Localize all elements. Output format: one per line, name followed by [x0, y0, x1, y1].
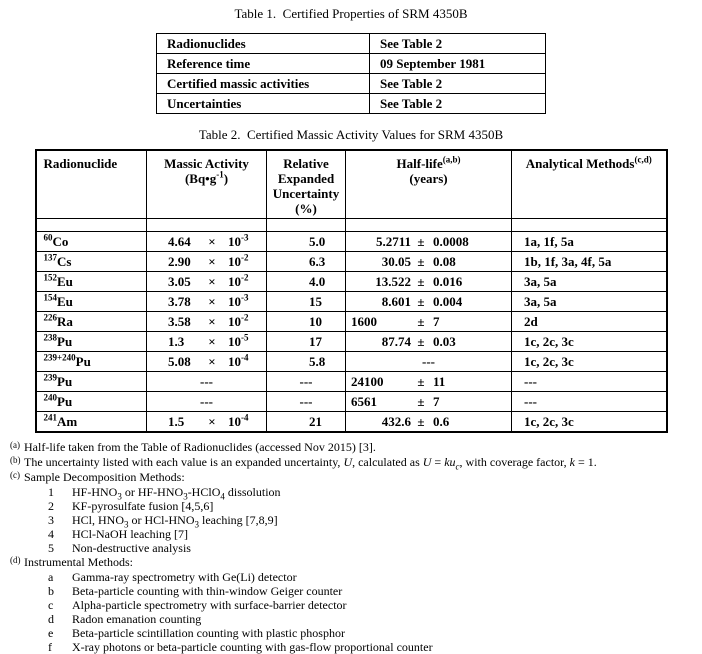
- text-segment: Alpha-particle spectrometry with surface-barrier detector: [72, 598, 347, 612]
- footnote-list-item: [48, 513, 702, 530]
- analytical-methods-cell: 3a, 5a: [512, 272, 667, 292]
- massic-activity-cell: [147, 412, 267, 433]
- item-label: e: [48, 626, 54, 640]
- element-symbol: Ra: [57, 313, 73, 329]
- item-text: [72, 612, 201, 626]
- half-life-value: 432.6: [381, 413, 411, 429]
- spacer-cell: [267, 219, 346, 232]
- footnotes-section: [0, 440, 702, 654]
- mass-number: 226: [43, 312, 57, 323]
- activity-exponent: $10^{-2}$: [228, 252, 249, 269]
- activity-value-group: [147, 314, 266, 330]
- item-label: d: [48, 612, 54, 626]
- text-segment: Beta-particle scintillation counting with plastic phosphor: [72, 626, 345, 640]
- text-segment: c: [455, 461, 460, 472]
- times-sign: ×: [208, 273, 216, 289]
- activity-value: 5.08: [168, 353, 191, 369]
- massic-activity-cell: [147, 252, 267, 272]
- item-text: [72, 598, 347, 612]
- half-life-cell: [346, 412, 512, 433]
- table1-row: [157, 54, 546, 74]
- radionuclide-cell: [36, 232, 147, 252]
- element-symbol: Eu: [57, 273, 73, 289]
- activity-value: 3.78: [168, 293, 191, 309]
- text-segment: dissolution: [224, 485, 281, 499]
- text-segment: Half-life: [396, 156, 443, 171]
- text-segment: HF-HNO: [72, 485, 118, 499]
- analytical-methods-cell: 2d: [512, 312, 667, 332]
- text-segment: Instrumental Methods:: [24, 555, 133, 569]
- radionuclide-cell: [36, 272, 147, 292]
- table2-title: Table 2. Certified Massic Activity Values for SRM 4350B: [198, 127, 504, 142]
- text-segment: Gamma-ray spectrometry with Ge(Li) detector: [72, 570, 297, 584]
- text-segment: = 1.: [575, 455, 597, 469]
- element-symbol: Co: [52, 233, 69, 249]
- activity-exponent: $10^{-5}$: [228, 332, 249, 349]
- activity-value-group: [147, 274, 266, 290]
- text-segment: U: [343, 455, 353, 469]
- half-life-value: 5.2711: [375, 233, 411, 249]
- exponent: -4: [241, 412, 249, 423]
- footnote-list-item: [48, 485, 702, 502]
- footnote-marker: (a): [10, 440, 20, 450]
- text-segment: Uncertainty: [272, 186, 340, 201]
- column-header: [36, 150, 147, 219]
- text-segment: 4: [220, 491, 225, 502]
- item-text: [72, 541, 191, 555]
- text-segment: ku: [444, 455, 456, 469]
- times-sign: ×: [208, 353, 216, 369]
- half-life-group: [346, 334, 511, 350]
- plus-minus-sign: ±: [417, 333, 425, 349]
- text-segment: or HCl-HNO: [128, 513, 195, 527]
- footnote-marker: (d): [10, 555, 21, 565]
- plus-minus-sign: ±: [417, 273, 425, 289]
- half-life-group: [346, 374, 511, 390]
- mass-number: 240: [43, 392, 57, 403]
- item-label: 1: [48, 485, 54, 499]
- table1-row: [157, 34, 546, 54]
- text-segment: KF-pyrosulfate fusion [4,5,6]: [72, 499, 214, 513]
- text-segment: -HClO: [187, 485, 221, 499]
- element-symbol: Pu: [57, 333, 73, 349]
- analytical-methods-cell: ---: [512, 392, 667, 412]
- table2-header-row: [36, 150, 667, 219]
- half-life-group: [346, 414, 511, 430]
- massic-activity-cell: [147, 332, 267, 352]
- item-text: [72, 570, 297, 584]
- text-segment: Half-life taken from the Table of Radionuclides (accessed Nov 2015) [3].: [24, 440, 376, 454]
- mass-number: 241: [43, 412, 57, 423]
- plus-minus-sign: ±: [417, 293, 425, 309]
- radionuclide-cell: [36, 312, 147, 332]
- half-life-cell: [346, 312, 512, 332]
- activity-exponent: $10^{-4}$: [228, 412, 249, 429]
- radionuclide-cell: [36, 412, 147, 433]
- half-life-group: [346, 254, 511, 270]
- half-life-cell: [346, 252, 512, 272]
- massic-activity-cell: ---: [147, 392, 267, 412]
- footnote-list-item: [48, 541, 702, 555]
- half-life-cell: [346, 232, 512, 252]
- massic-activity-cell: [147, 312, 267, 332]
- table1-title: Table 1. Certified Properties of SRM 4350B: [234, 6, 468, 21]
- item-label: a: [48, 570, 54, 584]
- table1-row: [157, 74, 546, 94]
- footnote-line: [10, 455, 702, 470]
- footnote-list-item: [48, 570, 702, 584]
- relative-uncertainty-cell: 10: [267, 312, 346, 332]
- text-segment: 3: [124, 519, 129, 530]
- footnote-text: [24, 455, 597, 472]
- plus-minus-sign: ±: [417, 373, 425, 389]
- times-sign: ×: [208, 233, 216, 249]
- text-segment: , calculated as: [352, 455, 423, 469]
- relative-uncertainty-cell: 21: [267, 412, 346, 433]
- activity-exponent: $10^{-2}$: [228, 272, 249, 289]
- relative-uncertainty-cell: 17: [267, 332, 346, 352]
- plus-minus-sign: ±: [417, 233, 425, 249]
- activity-value-group: [147, 254, 266, 270]
- table2-activity-values: [35, 149, 668, 433]
- massic-activity-cell: ---: [147, 372, 267, 392]
- table-row: [36, 252, 667, 272]
- half-life-value: 87.74: [381, 333, 411, 349]
- text-segment: ): [223, 171, 229, 186]
- activity-value-group: [147, 294, 266, 310]
- exponent: -5: [241, 332, 249, 343]
- text-segment: X-ray photons or beta-particle counting with gas-flow proportional counter: [72, 640, 433, 654]
- mass-number: 238: [43, 332, 57, 343]
- footnote-list-item: [48, 640, 702, 654]
- analytical-methods-cell: ---: [512, 372, 667, 392]
- activity-value-group: [147, 334, 266, 350]
- text-segment: (%): [295, 201, 317, 216]
- half-life-cell: [346, 392, 512, 412]
- column-header: [512, 150, 667, 219]
- massic-activity-cell: [147, 292, 267, 312]
- relative-uncertainty-cell: ---: [267, 392, 346, 412]
- footnote-list-item: [48, 584, 702, 598]
- radionuclide-cell: [36, 292, 147, 312]
- plus-minus-sign: ±: [417, 313, 425, 329]
- exponent: -2: [241, 312, 249, 323]
- text-segment: HCl, HNO: [72, 513, 125, 527]
- element-symbol: Pu: [75, 353, 91, 369]
- radionuclide-cell: [36, 372, 147, 392]
- element-symbol: Pu: [57, 373, 73, 389]
- item-text: [72, 513, 278, 530]
- exponent: -3: [241, 232, 249, 243]
- footnote-text: [24, 470, 185, 484]
- relative-uncertainty-cell: 6.3: [267, 252, 346, 272]
- half-life-uncertainty: 0.03: [433, 333, 456, 349]
- property-value: See Table 2: [370, 34, 546, 54]
- analytical-methods-cell: 3a, 5a: [512, 292, 667, 312]
- footnote-marker: (b): [10, 455, 21, 465]
- activity-value-group: [147, 414, 266, 430]
- table-row: [36, 292, 667, 312]
- plus-minus-sign: ±: [417, 413, 425, 429]
- analytical-methods-cell: 1a, 1f, 5a: [512, 232, 667, 252]
- radionuclide-cell: [36, 352, 147, 372]
- radionuclide-cell: [36, 252, 147, 272]
- radionuclide-cell: [36, 392, 147, 412]
- mass-number: 239: [43, 372, 57, 383]
- relative-uncertainty-cell: 5.8: [267, 352, 346, 372]
- analytical-methods-cell: 1c, 2c, 3c: [512, 352, 667, 372]
- half-life-uncertainty: 11: [433, 373, 446, 389]
- spacer-cell: [346, 219, 512, 232]
- text-segment: 3: [117, 491, 122, 502]
- text-segment: Massic Activity: [164, 156, 249, 171]
- property-label: Certified massic activities: [157, 74, 370, 94]
- mass-number: 154: [43, 292, 57, 303]
- text-segment: (a,b): [442, 154, 461, 165]
- half-life-group: [346, 274, 511, 290]
- activity-value-group: [147, 234, 266, 250]
- activity-value: 2.90: [168, 253, 191, 269]
- half-life-group: [346, 234, 511, 250]
- text-segment: (Bq•g: [184, 171, 217, 186]
- item-text: [72, 527, 188, 541]
- text-segment: U: [422, 455, 432, 469]
- spacer-row: [36, 219, 667, 232]
- text-segment: Relative: [283, 156, 329, 171]
- spacer-cell: [36, 219, 147, 232]
- times-sign: ×: [208, 333, 216, 349]
- analytical-methods-cell: 1c, 2c, 3c: [512, 332, 667, 352]
- item-label: b: [48, 584, 54, 598]
- text-segment: 3: [194, 519, 200, 530]
- activity-exponent: $10^{-2}$: [228, 312, 249, 329]
- massic-activity-cell: [147, 272, 267, 292]
- half-life-uncertainty: 7: [433, 313, 440, 329]
- text-segment: or HF-HNO: [121, 485, 184, 499]
- exponent: -4: [241, 352, 249, 363]
- activity-exponent: $10^{-3}$: [228, 292, 249, 309]
- table-row: [36, 412, 667, 433]
- text-segment: Analytical Methods: [525, 156, 635, 171]
- mass-number: 60: [43, 232, 53, 243]
- radionuclide-cell: [36, 332, 147, 352]
- exponent: -2: [241, 252, 249, 263]
- plus-minus-sign: ±: [417, 253, 425, 269]
- item-text: [72, 626, 345, 640]
- text-segment: leaching [7,8,9]: [199, 513, 278, 527]
- table-row: [36, 272, 667, 292]
- activity-exponent: $10^{-3}$: [228, 232, 249, 249]
- text-segment: k: [569, 455, 575, 469]
- item-label: 2: [48, 499, 54, 513]
- half-life-cell: [346, 272, 512, 292]
- half-life-cell: ---: [346, 352, 512, 372]
- times-sign: ×: [208, 413, 216, 429]
- column-header: [147, 150, 267, 219]
- table-row: [36, 332, 667, 352]
- activity-value: 3.05: [168, 273, 191, 289]
- footnote-list-item: [48, 612, 702, 626]
- half-life-value: 8.601: [381, 293, 411, 309]
- relative-uncertainty-cell: ---: [267, 372, 346, 392]
- table-row: [36, 372, 667, 392]
- text-segment: (c,d): [634, 154, 652, 165]
- half-life-uncertainty: 0.016: [433, 273, 463, 289]
- mass-number: 239+240: [43, 352, 76, 363]
- item-label: 3: [48, 513, 54, 527]
- text-segment: -1: [216, 169, 224, 180]
- text-segment: Expanded: [277, 171, 335, 186]
- element-symbol: Eu: [57, 293, 73, 309]
- activity-exponent: $10^{-4}$: [228, 352, 249, 369]
- relative-uncertainty-cell: 15: [267, 292, 346, 312]
- table-row: [36, 232, 667, 252]
- item-text: [72, 640, 433, 654]
- activity-value: 1.5: [168, 413, 185, 429]
- footnote-list-item: [48, 626, 702, 640]
- footnote-marker: (c): [10, 470, 20, 480]
- mass-number: 137: [43, 252, 57, 263]
- massic-activity-cell: [147, 352, 267, 372]
- mass-number: 152: [43, 272, 57, 283]
- table-row: [36, 312, 667, 332]
- half-life-value: 6561: [351, 393, 377, 409]
- property-value: See Table 2: [370, 74, 546, 94]
- footnote-list-item: [48, 527, 702, 541]
- text-segment: The uncertainty listed with each value is an expanded uncertainty,: [24, 455, 344, 469]
- text-segment: 3: [183, 491, 188, 502]
- item-label: f: [48, 640, 52, 654]
- half-life-value: 24100: [351, 373, 384, 389]
- text-segment: HCl-NaOH leaching [7]: [72, 527, 188, 541]
- item-text: [72, 584, 342, 598]
- activity-value: 3.58: [168, 313, 191, 329]
- text-segment: Sample Decomposition Methods:: [24, 470, 185, 484]
- half-life-value: 1600: [351, 313, 377, 329]
- table-row: [36, 392, 667, 412]
- half-life-uncertainty: 0.0008: [433, 233, 469, 249]
- footnote-list-item: [48, 499, 702, 513]
- half-life-value: 13.522: [375, 273, 411, 289]
- half-life-value: 30.05: [381, 253, 411, 269]
- table-row: [36, 352, 667, 372]
- text-segment: Radon emanation counting: [72, 612, 202, 626]
- analytical-methods-cell: 1b, 1f, 3a, 4f, 5a: [512, 252, 667, 272]
- half-life-uncertainty: 0.08: [433, 253, 456, 269]
- half-life-cell: [346, 332, 512, 352]
- item-label: 4: [48, 527, 54, 541]
- column-header: [346, 150, 512, 219]
- element-symbol: Pu: [57, 393, 73, 409]
- property-label: Radionuclides: [157, 34, 370, 54]
- exponent: -3: [241, 292, 249, 303]
- footnote-line: [10, 555, 702, 570]
- column-header: [267, 150, 346, 219]
- analytical-methods-cell: 1c, 2c, 3c: [512, 412, 667, 433]
- times-sign: ×: [208, 293, 216, 309]
- relative-uncertainty-cell: 4.0: [267, 272, 346, 292]
- half-life-cell: [346, 292, 512, 312]
- footnote-line: [10, 470, 702, 485]
- half-life-group: [346, 314, 511, 330]
- property-label: Uncertainties: [157, 94, 370, 114]
- element-symbol: Cs: [57, 253, 72, 269]
- item-text: [72, 485, 281, 502]
- footnote-line: [10, 440, 702, 455]
- text-segment: Radionuclide: [43, 156, 118, 171]
- element-symbol: Am: [57, 413, 78, 429]
- footnote-text: [24, 555, 133, 569]
- footnote-list-item: [48, 598, 702, 612]
- massic-activity-cell: [147, 232, 267, 252]
- text-segment: =: [431, 455, 445, 469]
- activity-value: 4.64: [168, 233, 191, 249]
- table1-properties: [156, 33, 546, 114]
- activity-value: 1.3: [168, 333, 185, 349]
- half-life-uncertainty: 7: [433, 393, 440, 409]
- half-life-group: [346, 294, 511, 310]
- text-segment: , with coverage factor,: [459, 455, 570, 469]
- item-label: c: [48, 598, 54, 612]
- spacer-cell: [147, 219, 267, 232]
- activity-value-group: [147, 354, 266, 370]
- text-segment: (years): [409, 171, 448, 186]
- table1-row: [157, 94, 546, 114]
- text-segment: Non-destructive analysis: [72, 541, 191, 555]
- relative-uncertainty-cell: 5.0: [267, 232, 346, 252]
- times-sign: ×: [208, 253, 216, 269]
- times-sign: ×: [208, 313, 216, 329]
- text-segment: Beta-particle counting with thin-window Geiger counter: [72, 584, 343, 598]
- exponent: -2: [241, 272, 249, 283]
- footnote-text: [24, 440, 376, 454]
- property-value: 09 September 1981: [370, 54, 546, 74]
- property-value: See Table 2: [370, 94, 546, 114]
- spacer-cell: [512, 219, 667, 232]
- half-life-group: [346, 394, 511, 410]
- item-text: [72, 499, 213, 513]
- half-life-cell: [346, 372, 512, 392]
- plus-minus-sign: ±: [417, 393, 425, 409]
- half-life-uncertainty: 0.6: [433, 413, 450, 429]
- property-label: Reference time: [157, 54, 370, 74]
- item-label: 5: [48, 541, 54, 555]
- half-life-uncertainty: 0.004: [433, 293, 463, 309]
